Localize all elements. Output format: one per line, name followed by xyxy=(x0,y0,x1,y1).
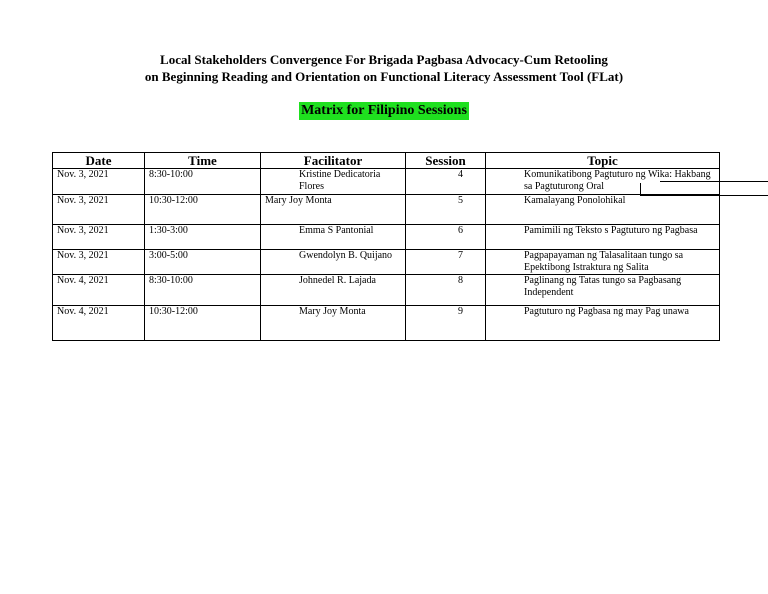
cell-date: Nov. 4, 2021 xyxy=(53,306,145,341)
column-header-date: Date xyxy=(53,153,145,169)
cell-session: 5 xyxy=(406,195,486,225)
cell-session: 8 xyxy=(406,275,486,306)
cell-time: 10:30-12:00 xyxy=(145,306,261,341)
cell-topic: Kamalayang Ponolohikal xyxy=(486,195,720,225)
column-header-facilitator: Facilitator xyxy=(261,153,406,169)
cell-session: 4 xyxy=(406,169,486,195)
cell-facilitator: Johnedel R. Lajada xyxy=(261,275,406,306)
matrix-title: Matrix for Filipino Sessions xyxy=(301,103,467,118)
table-row xyxy=(53,225,720,250)
cell-time: 8:30-10:00 xyxy=(145,169,261,195)
cell-topic: Pagpapayaman ng Talasalitaan tungo sa Epektibong Istraktura ng Salita xyxy=(486,250,720,275)
column-header-time: Time xyxy=(145,153,261,169)
table-row xyxy=(53,169,720,195)
cell-time: 1:30-3:00 xyxy=(145,225,261,250)
cell-time: 8:30-10:00 xyxy=(145,275,261,306)
cell-facilitator: Mary Joy Monta xyxy=(261,306,406,341)
table-row xyxy=(53,275,720,306)
cell-date: Nov. 3, 2021 xyxy=(53,195,145,225)
matrix-title-wrapper xyxy=(0,101,768,120)
table-row xyxy=(53,306,720,341)
document-title-line-2: on Beginning Reading and Orientation on Functional Literacy Assessment Tool (FLat) xyxy=(144,69,624,84)
cell-facilitator: Mary Joy Monta xyxy=(261,195,406,225)
cell-time: 3:00-5:00 xyxy=(145,250,261,275)
column-header-topic: Topic xyxy=(486,153,720,169)
cell-date: Nov. 3, 2021 xyxy=(53,250,145,275)
document-title-line-1: Local Stakeholders Convergence For Brigada Pagbasa Advocacy-Cum Retooling xyxy=(160,52,608,67)
table-header-row xyxy=(53,153,720,169)
cell-date: Nov. 3, 2021 xyxy=(53,225,145,250)
cell-time: 10:30-12:00 xyxy=(145,195,261,225)
cell-facilitator: Kristine Dedicatoria Flores xyxy=(261,169,406,195)
cell-session: 6 xyxy=(406,225,486,250)
sessions-table xyxy=(52,152,720,341)
cell-date: Nov. 4, 2021 xyxy=(53,275,145,306)
cell-facilitator: Gwendolyn B. Quijano xyxy=(261,250,406,275)
connector-line-vertical xyxy=(640,183,641,195)
table-row xyxy=(53,195,720,225)
cell-topic: Paglinang ng Tatas tungo sa Pagbasang Independent xyxy=(486,275,720,306)
cell-topic: Pagtuturo ng Pagbasa ng may Pag unawa xyxy=(486,306,720,341)
connector-line-upper xyxy=(660,181,768,182)
column-header-session: Session xyxy=(406,153,486,169)
cell-date: Nov. 3, 2021 xyxy=(53,169,145,195)
connector-line-lower xyxy=(640,195,768,196)
cell-topic: Komunikatibong Pagtuturo ng Wika: Hakbang sa Pagtuturong Oral xyxy=(486,169,720,195)
cell-facilitator: Emma S Pantonial xyxy=(261,225,406,250)
cell-session: 7 xyxy=(406,250,486,275)
table-row xyxy=(53,250,720,275)
cell-topic: Pamimili ng Teksto s Pagtuturo ng Pagbasa xyxy=(486,225,720,250)
cell-session: 9 xyxy=(406,306,486,341)
